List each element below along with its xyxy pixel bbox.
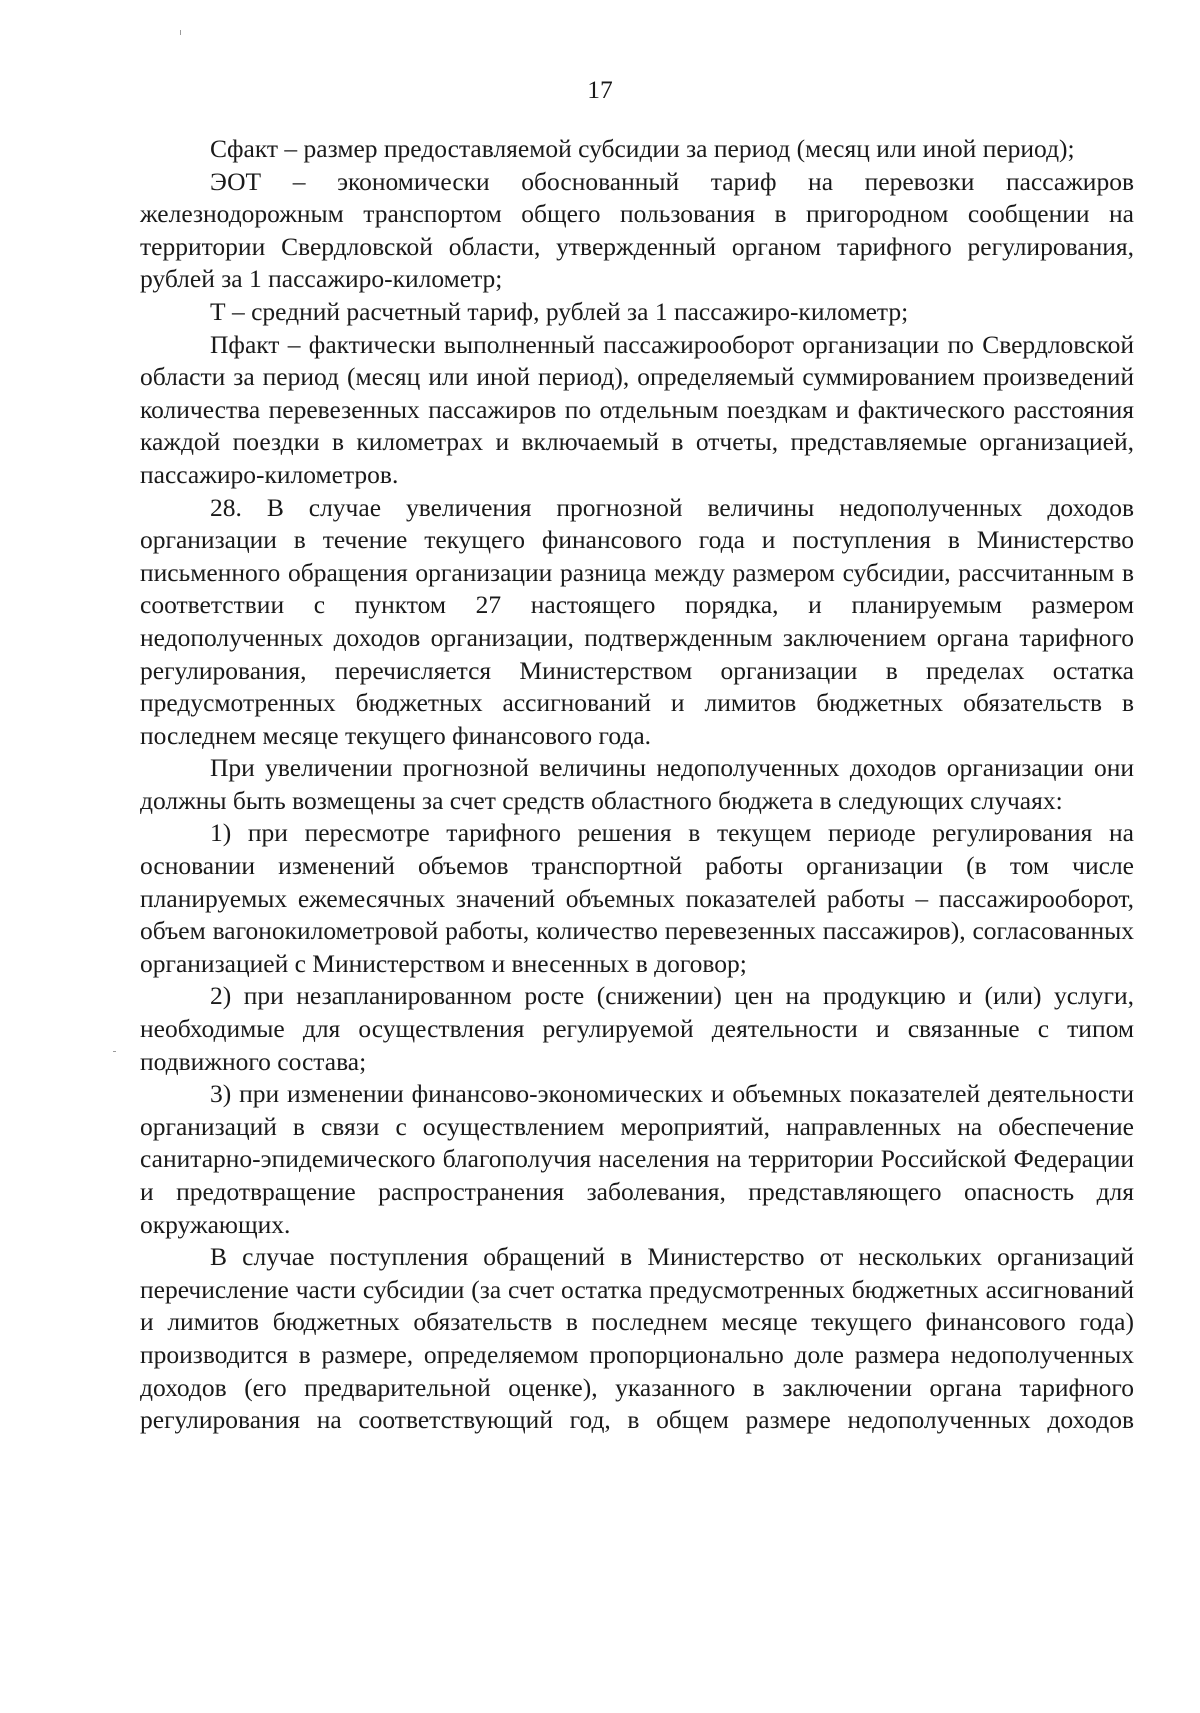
- paragraph: При увеличении прогнозной величины недополученных доходов организации они должны быть возмещены за счет средств областного бюджета в следующих случаях:: [140, 753, 1134, 815]
- paragraph: 3) при изменении финансово-экономических и объемных показателей деятельности организаций в связи с осуществлением мероприятий, направленных на обеспечение санитарно-эпидемического благополучия населения на территории Российской Федерации и предотвращение распространения заболевания, представляющего опасность для окружающих.: [140, 1079, 1134, 1239]
- paragraph: Т – средний расчетный тариф, рублей за 1 пассажиро-километр;: [210, 296, 909, 326]
- paragraph: ЭОТ – экономически обоснованный тариф на перевозки пассажиров железнодорожным транспортом общего пользования в пригородном сообщении на территории Свердловской области, утвержденный органом тарифного регулирования, рублей за 1 пассажиро-километр;: [140, 166, 1134, 294]
- paragraph: 1) при пересмотре тарифного решения в текущем периоде регулирования на основании изменений объемов транспортной работы организации (в том числе планируемых ежемесячных значений объемных показателей работы – пассажирооборот, объем вагонокилометровой работы, количество перевезенных пассажиров), согласованных организацией с Министерством и внесенных в договор;: [140, 818, 1134, 978]
- document-body: [140, 133, 1134, 1437]
- page-number: 17: [587, 75, 613, 104]
- paragraph: В случае поступления обращений в Министерство от нескольких организаций перечисление части субсидии (за счет остатка предусмотренных бюджетных ассигнований и лимитов бюджетных обязательств в последнем месяце текущего финансового года) производится в размере, определяемом пропорционально доле размера недополученных доходов (его предварительной оценке), указанного в заключении органа тарифного регулирования на соответствующий год, в общем размере недополученных доходов: [140, 1242, 1134, 1435]
- paragraph: 28. В случае увеличения прогнозной величины недополученных доходов организации в течение текущего финансового года и поступления в Министерство письменного обращения организации разница между размером субсидии, рассчитанным в соответствии с пунктом 27 настоящего порядка, и планируемым размером недополученных доходов организации, подтвержденным заключением органа тарифного регулирования, перечисляется Министерством организации в пределах остатка предусмотренных бюджетных ассигнований и лимитов бюджетных обязательств в последнем месяце текущего финансового года.: [140, 492, 1134, 750]
- scan-speck: [113, 1051, 116, 1052]
- paragraph: Пфакт – фактически выполненный пассажирооборот организации по Свердловской области за период (месяц или иной период), определяемый суммированием произведений количества перевезенных пассажиров по отдельным поездкам и фактического расстояния каждой поездки в километрах и включаемый в отчеты, представляемые организацией, пассажиро-километров.: [140, 329, 1134, 489]
- paragraph: 2) при незапланированном росте (снижении) цен на продукцию и (или) услуги, необходимые для осуществления регулируемой деятельности и связанные с типом подвижного состава;: [140, 981, 1134, 1076]
- paragraph: Сфакт – размер предоставляемой субсидии за период (месяц или иной период);: [210, 134, 1075, 163]
- scan-speck: [180, 30, 181, 35]
